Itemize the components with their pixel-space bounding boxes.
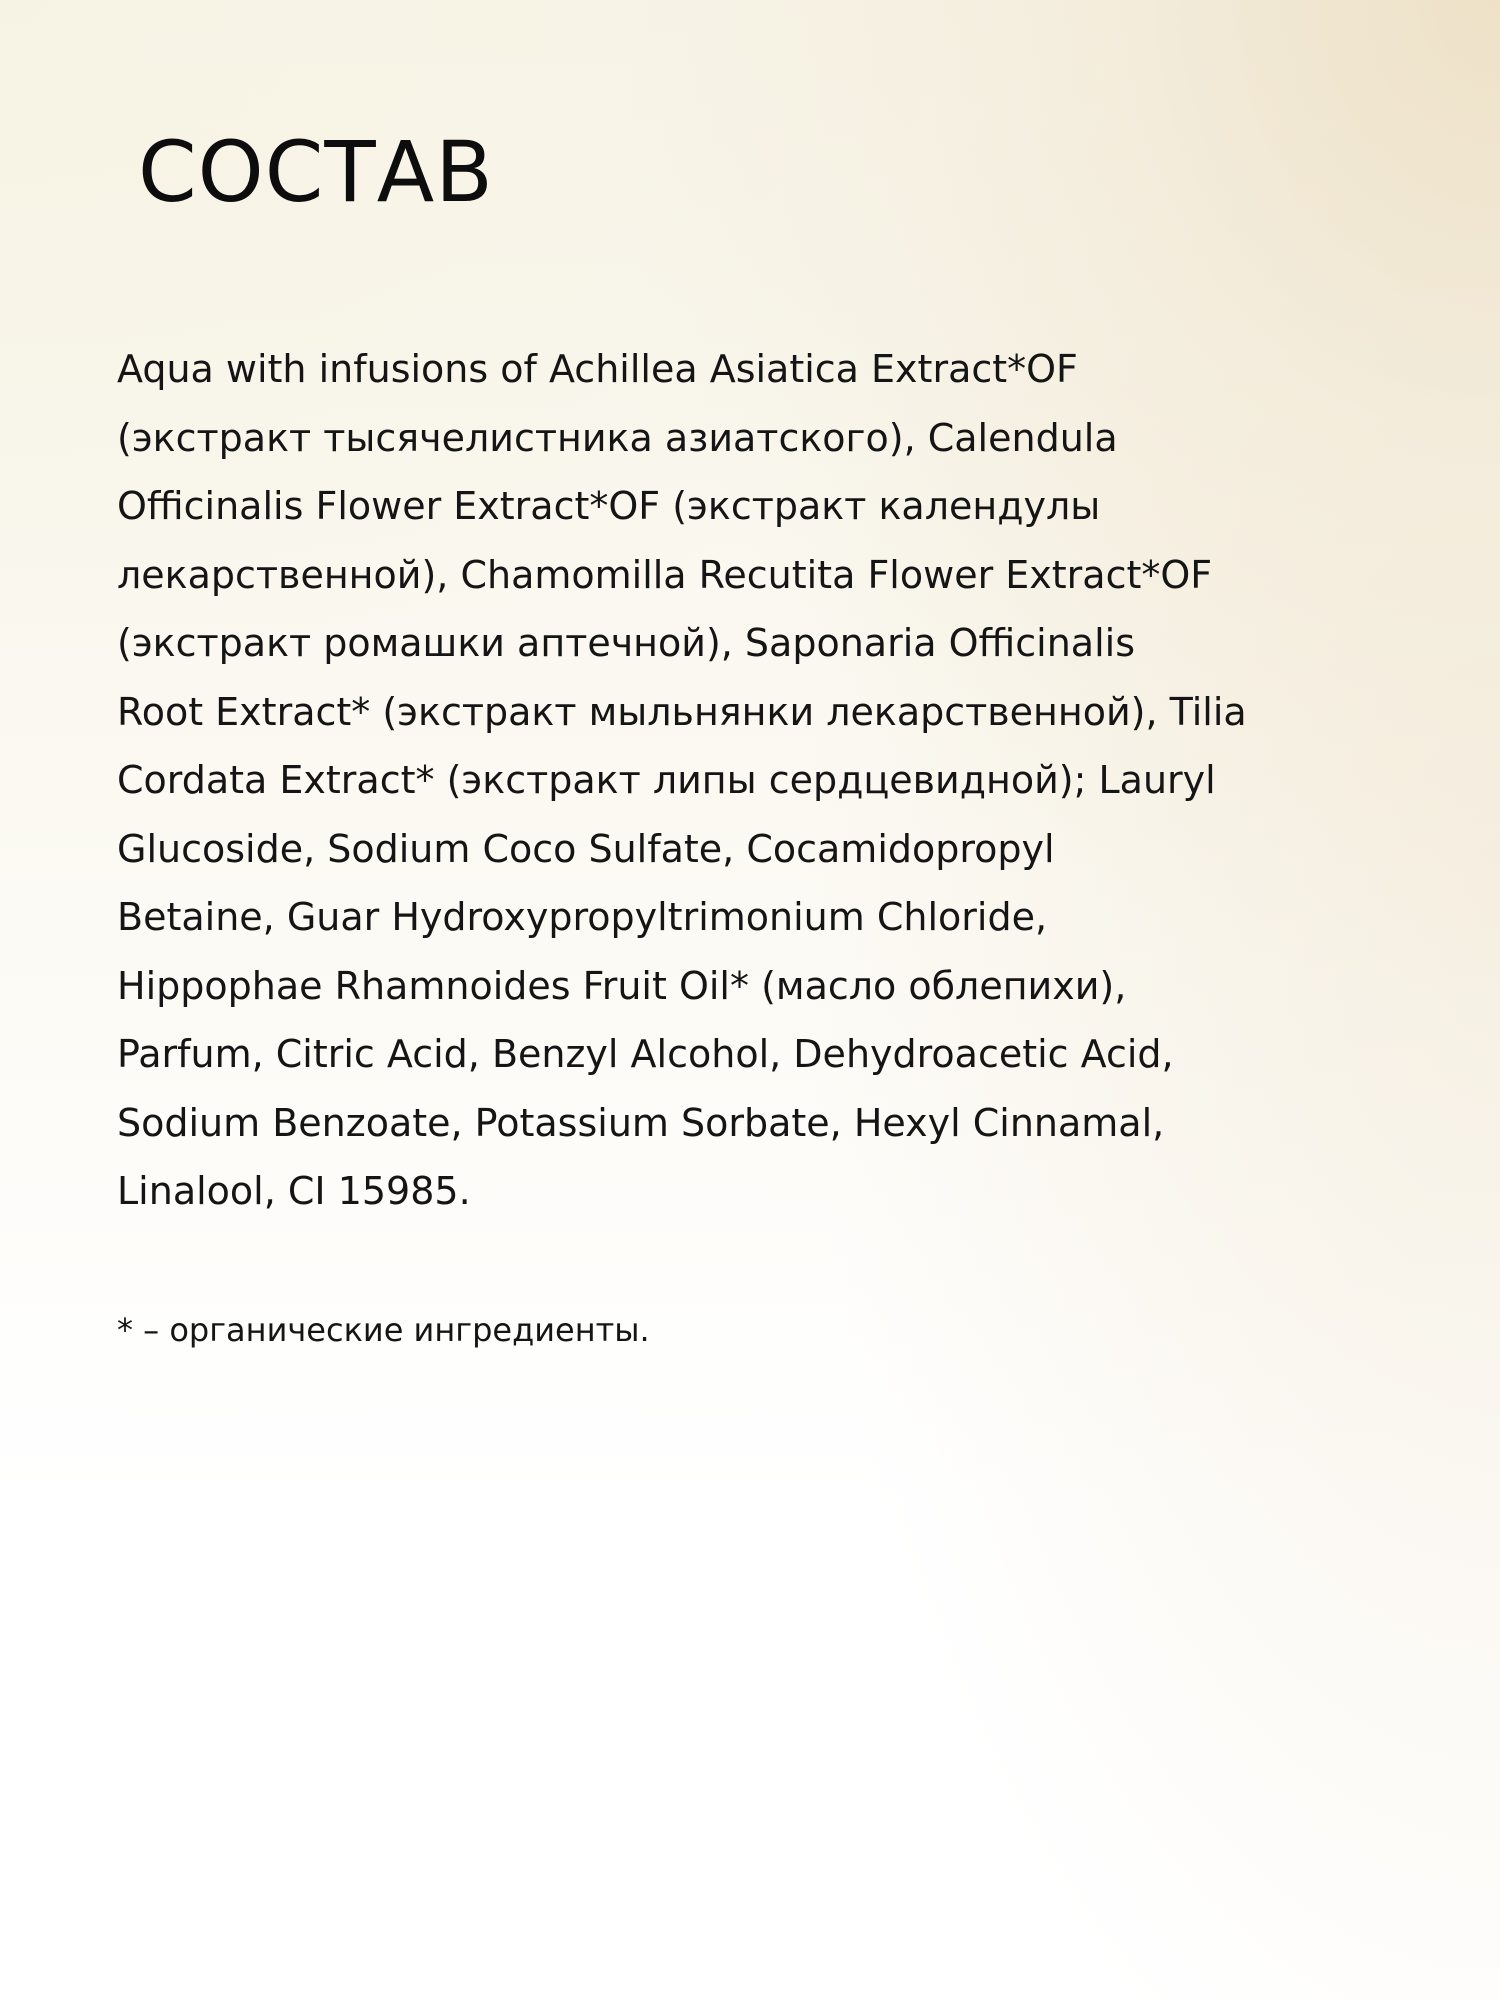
ingredients-line: Betaine, Guar Hydroxypropyltrimonium Chloride, [117,895,1048,939]
ingredients-line: Sodium Benzoate, Potassium Sorbate, Hexyl Cinnamal, [117,1100,1165,1145]
ingredients-line: Glucoside, Sodium Coco Sulfate, Cocamidopropyl [117,826,1055,871]
ingredients-line: (экстракт ромашки аптечной), Saponaria Officinalis [117,621,1136,665]
ingredients-line: Aqua with infusions of Achillea Asiatica Extract*OF [117,347,1078,391]
ingredients-list [117,335,1377,1226]
ingredients-line: Hippophae Rhamnoides Fruit Oil* (масло облепихи), [117,963,1127,1008]
ingredients-line: (экстракт тысячелистника азиатского), Calendula [117,415,1118,460]
ingredients-line: Cordata Extract* (экстракт липы сердцевидной); Lauryl [117,758,1216,802]
ingredients-line: Root Extract* (экстракт мыльнянки лекарственной), Tilia [117,689,1247,734]
ingredients-line: Linalool, CI 15985. [117,1169,471,1213]
organic-footnote: * – органические ингредиенты. [117,1311,650,1349]
ingredients-line: лекарственной), Chamomilla Recutita Flower Extract*OF [117,552,1213,597]
ingredients-line: Parfum, Citric Acid, Benzyl Alcohol, Dehydroacetic Acid, [117,1032,1174,1076]
ingredients-line: Officinalis Flower Extract*OF (экстракт календулы [117,484,1101,528]
page-title: СОСТАВ [138,123,494,221]
